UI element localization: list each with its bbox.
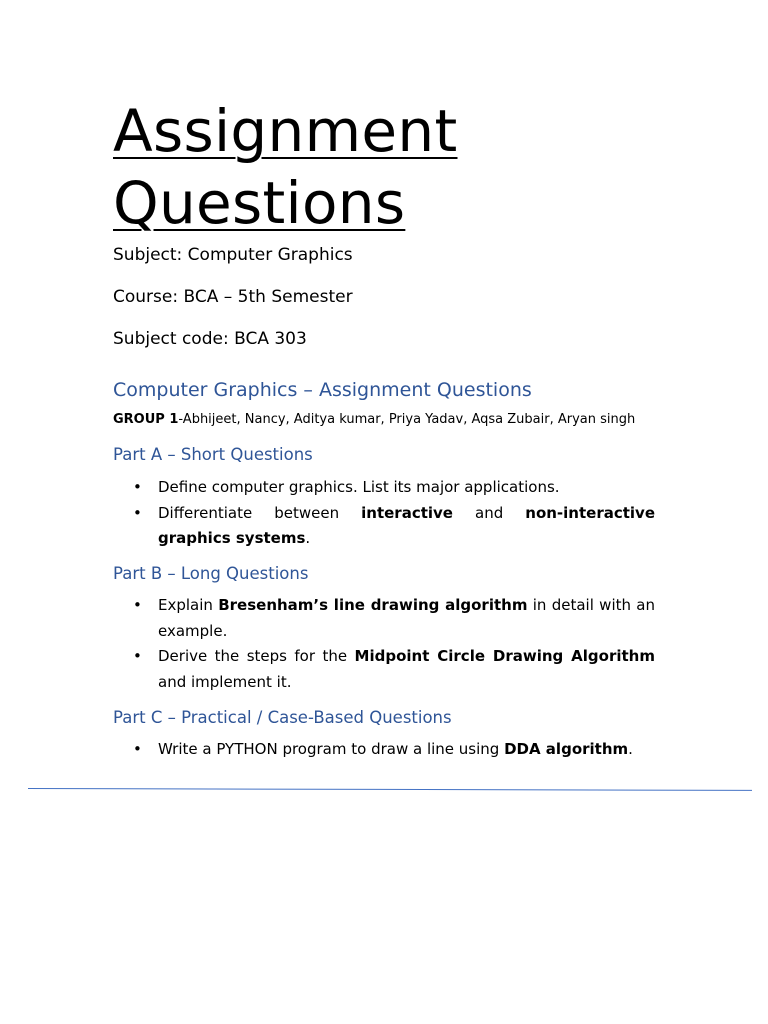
group-line xyxy=(113,412,635,427)
horizontal-divider xyxy=(28,788,752,791)
list-item xyxy=(113,593,655,644)
group-members: -Abhijeet, Nancy, Aditya kumar, Priya Yadav, Aqsa Zubair, Aryan singh xyxy=(178,412,636,427)
question-text: Derive the steps for the xyxy=(158,647,355,665)
part-a-list xyxy=(113,475,655,552)
list-item xyxy=(113,644,655,695)
question-text: Explain xyxy=(158,596,219,614)
part-a-heading: Part A – Short Questions xyxy=(113,445,313,464)
page-title xyxy=(113,95,673,239)
title-line-2: Questions xyxy=(113,169,406,237)
bullet-icon: • xyxy=(133,596,142,614)
group-label: GROUP 1 xyxy=(113,412,179,427)
bullet-icon: • xyxy=(133,478,142,496)
question-bold-term: Midpoint Circle Drawing Algorithm xyxy=(354,647,655,665)
main-heading: Computer Graphics – Assignment Questions xyxy=(113,379,532,401)
course-line: Course: BCA – 5th Semester xyxy=(113,287,353,307)
bullet-icon: • xyxy=(133,503,142,522)
part-c-heading: Part C – Practical / Case-Based Questions xyxy=(113,708,452,727)
question-text: . xyxy=(628,740,633,758)
question-text: and implement it. xyxy=(158,672,292,691)
part-b-list xyxy=(113,593,655,695)
question-text: . xyxy=(305,529,311,547)
bullet-icon: • xyxy=(133,647,142,665)
list-item xyxy=(113,737,655,763)
question-bold-term: interactive xyxy=(361,503,453,522)
title-line-1: Assignment xyxy=(113,97,458,165)
part-b-heading: Part B – Long Questions xyxy=(113,564,309,583)
list-item xyxy=(113,501,655,552)
question-text: Differentiate between xyxy=(158,503,362,522)
question-bold-term: non-interactive graphics systems xyxy=(158,503,655,547)
question-text: in detail with an example. xyxy=(158,596,655,640)
question-text: Define computer graphics. List its major applications. xyxy=(158,478,560,496)
subject-line: Subject: Computer Graphics xyxy=(113,245,353,265)
bullet-icon: • xyxy=(133,740,142,758)
question-bold-term: DDA algorithm xyxy=(504,740,629,758)
question-bold-term: Bresenham’s line drawing algorithm xyxy=(218,596,528,614)
question-text: Write a PYTHON program to draw a line using xyxy=(158,740,505,758)
part-c-list xyxy=(113,737,655,763)
subject-code-line: Subject code: BCA 303 xyxy=(113,329,307,349)
list-item xyxy=(113,475,655,501)
question-text: and xyxy=(452,503,526,522)
